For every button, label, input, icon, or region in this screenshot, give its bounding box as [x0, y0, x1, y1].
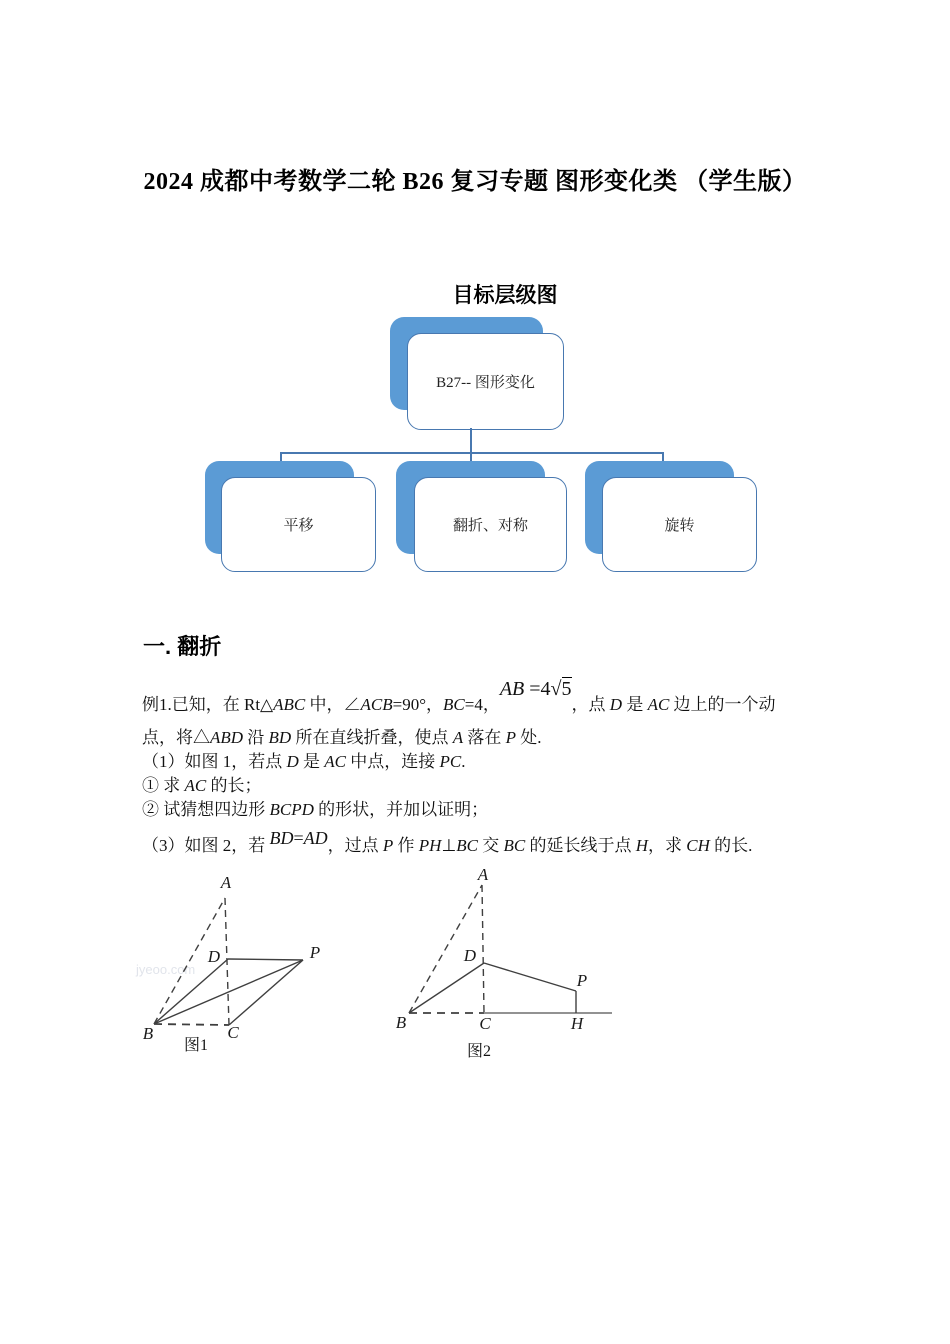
text-run: （1）如图 1，若点	[142, 752, 287, 771]
text-run: BCPD	[269, 800, 314, 819]
text-run: =4，	[464, 695, 500, 714]
node-rotation-label: 旋转	[664, 518, 695, 534]
text-run: D	[286, 752, 299, 771]
text-run: AB	[499, 678, 525, 700]
text-run: 是	[298, 752, 325, 771]
fig2-caption: 图2	[466, 1043, 492, 1060]
fig1-vertex-c-label: C	[227, 1023, 239, 1042]
text-run: =	[293, 828, 304, 848]
watermark: jyeoo.com	[136, 962, 196, 977]
fig2-line-dp	[484, 963, 576, 991]
text-run: BC	[456, 836, 479, 855]
fig2-vertex-p-label: P	[576, 971, 588, 990]
node-root	[407, 333, 564, 430]
node-translation	[221, 477, 376, 572]
text-run: 落在	[463, 728, 506, 747]
text-run: A	[452, 728, 464, 747]
text-run: D	[609, 695, 623, 714]
text-run: 中，∠	[305, 695, 361, 714]
text-run: 的形状，并加以证明；	[313, 800, 489, 819]
node-reflection	[414, 477, 567, 572]
text-run: ，求	[648, 836, 687, 855]
text-run: =90°，	[392, 695, 443, 714]
fig2-vertex-h-label: H	[570, 1014, 584, 1033]
node-rotation	[602, 477, 757, 572]
fig1-line-cp	[229, 960, 303, 1025]
text-run: √	[550, 678, 562, 700]
connector-root-stem	[470, 428, 472, 453]
text-run: 处.	[516, 728, 542, 747]
figure-2	[383, 860, 628, 1065]
fig1-vertex-p-label: P	[309, 943, 321, 962]
problem-line	[142, 798, 842, 822]
text-run: 交	[478, 836, 504, 855]
text-run: .	[461, 752, 466, 771]
fig1-line-bp	[154, 960, 303, 1024]
section-heading: 一. 翻折	[143, 634, 222, 659]
node-root-label: B27-- 图形变化	[436, 375, 535, 391]
fig1-line-bc-dashed	[154, 1024, 229, 1025]
text-run: 边上的一个动	[669, 695, 776, 714]
problem-line	[142, 750, 842, 774]
fig2-vertex-a-label: A	[477, 865, 489, 884]
text-run: 的延长线于点	[525, 836, 636, 855]
problem-line	[142, 726, 842, 750]
text-run: AC	[647, 695, 670, 714]
text-run: BD	[269, 828, 294, 848]
fig2-line-ac-dashed	[482, 885, 484, 1013]
text-run: 作	[393, 836, 419, 855]
text-run: AD	[303, 828, 328, 848]
text-run: 的长；	[206, 776, 262, 795]
document-title: 2024 成都中考数学二轮 B26 复习专题 图形变化类 （学生版）	[143, 169, 807, 195]
problem-text	[142, 678, 842, 857]
problem-line	[142, 678, 842, 716]
text-run: ABD	[210, 728, 244, 747]
problem-line	[142, 828, 842, 857]
fig2-line-bd	[409, 963, 484, 1013]
text-run: BC	[503, 836, 526, 855]
text-run: AC	[324, 752, 347, 771]
problem-line	[142, 774, 842, 798]
fig1-vertex-d-label: D	[207, 947, 220, 966]
fig1-line-dp	[228, 959, 303, 960]
fig2-vertex-c-label: C	[479, 1014, 491, 1033]
text-run: BD	[268, 728, 292, 747]
text-run: H	[635, 836, 649, 855]
text-run: 沿	[243, 728, 269, 747]
text-run: P	[382, 836, 394, 855]
text-run: ，过点	[327, 836, 383, 855]
text-run: PC	[439, 752, 462, 771]
fig1-line-bd	[154, 959, 228, 1024]
fig1-vertex-a-label: A	[220, 873, 232, 892]
text-run: ACB	[360, 695, 393, 714]
chart-heading: 目标层级图	[452, 284, 558, 307]
fig2-vertex-b-label: B	[395, 1013, 407, 1032]
text-run: CH	[686, 836, 710, 855]
text-run: 中点，连接	[346, 752, 440, 771]
text-run: 例1.已知，在 Rt△	[142, 695, 274, 714]
text-run: ABC	[273, 695, 306, 714]
text-run: ，点	[571, 695, 610, 714]
text-run: AC	[184, 776, 207, 795]
fig1-caption: 图1	[183, 1037, 209, 1054]
text-run: ① 求	[142, 776, 185, 795]
text-run: 点，将△	[142, 728, 210, 747]
text-run: ⊥	[441, 836, 457, 855]
text-run: =4	[524, 678, 551, 700]
text-run: 是	[622, 695, 648, 714]
fig1-vertex-b-label: B	[142, 1024, 154, 1043]
text-run: P	[505, 728, 516, 747]
text-run: 所在直线折叠，使点	[291, 728, 453, 747]
figure-1	[128, 868, 348, 1068]
text-run: PH	[418, 836, 442, 855]
text-run: 5	[561, 678, 572, 700]
node-translation-label: 平移	[283, 518, 314, 534]
text-run: BC	[443, 695, 465, 714]
text-run: 的长.	[709, 836, 753, 855]
connector-horizontal	[280, 452, 664, 454]
text-run: ② 试猜想四边形	[142, 800, 270, 819]
text-run: （3）如图 2，若	[142, 836, 270, 855]
fig2-vertex-d-label: D	[463, 946, 476, 965]
node-reflection-label: 翻折、对称	[452, 518, 528, 534]
